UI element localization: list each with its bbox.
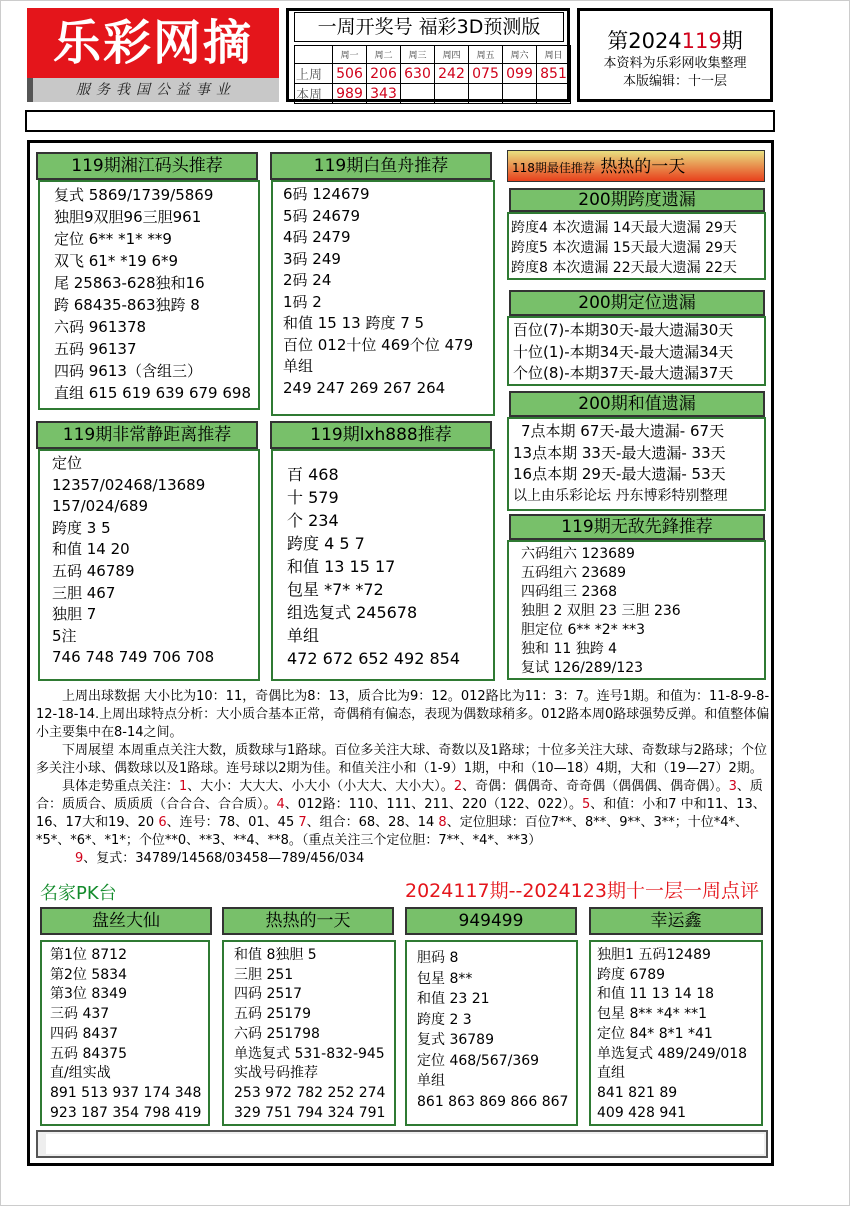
list-item: 841 821 89 — [597, 1084, 678, 1101]
list-item: 包星 *7* *72 — [287, 580, 384, 599]
list-item: 249 247 269 267 264 — [283, 378, 446, 397]
table-corner — [295, 46, 333, 64]
list-item: 复式 5869/1739/5869 — [54, 186, 214, 204]
list-item: 定位 6** *1* **9 — [54, 230, 172, 248]
list-item: 单选复式 489/249/018 — [597, 1045, 748, 1062]
list-item: 六码 961378 — [54, 318, 147, 336]
list-item: 2码 24 — [283, 271, 332, 289]
list-item: 百位 012十位 469个位 479 — [283, 335, 474, 354]
expert-panel-4 — [589, 940, 763, 1126]
weekday-header: 周四 — [435, 46, 469, 64]
list-item: 和值 13 15 17 — [287, 557, 396, 576]
weekday-header: 周三 — [401, 46, 435, 64]
row-label-last-week: 上周 — [295, 64, 333, 84]
list-item: 十 579 — [287, 488, 339, 507]
list-item: 跨度5 本次遗漏 15天最大遗漏 29天 — [511, 240, 737, 256]
issue-box — [577, 8, 773, 102]
analysis-outlook: 下周展望 本周重点关注大数，质数球与1路球。百位多关注大球、奇数以及1路球；十位多关注大球、奇数球与2路球；个位多关注小球、偶数球以及1路球。连号球以2期为佳。和值关注小和（1-9）1期，中和（10—18）4期，大和（19—27）2期。 — [36, 743, 767, 776]
list-item: 独胆 7 — [52, 605, 97, 624]
issue-number: 第2024119期 — [607, 29, 743, 53]
list-item: 746 748 749 706 708 — [52, 648, 215, 667]
logo: 乐彩网摘 — [27, 8, 279, 78]
weekly-review-title: 2024117期--2024123期十一层一周点评 — [405, 880, 759, 902]
list-item: 独和 11 独跨 4 — [521, 641, 618, 657]
panel-title-hezhi: 200期和值遗漏 — [509, 391, 765, 417]
best-recommendation-banner: 118期最佳推荐 热热的一天 — [507, 150, 765, 182]
list-item: 单组 — [283, 357, 314, 375]
list-item: 1码 2 — [283, 292, 322, 311]
list-item: 定位 — [52, 454, 83, 472]
expert-title-1: 盘丝大仙 — [40, 907, 212, 935]
list-item: 百 468 — [287, 465, 339, 484]
weekly-draw-table — [294, 45, 571, 104]
list-item: 跨度4 本次遗漏 14天最大遗漏 29天 — [511, 220, 737, 236]
list-item: 五码 46789 — [52, 561, 135, 580]
list-item: 独胆9双胆96三胆961 — [54, 208, 202, 226]
list-item: 五码 25179 — [234, 1006, 311, 1023]
list-item: 组选复式 245678 — [287, 603, 418, 622]
list-item: 跨度8 本次遗漏 22天最大遗漏 22天 — [511, 260, 737, 276]
expert-panel-2 — [222, 940, 396, 1126]
weekday-header: 周日 — [537, 46, 571, 64]
list-item: 跨度 6789 — [597, 966, 666, 983]
list-item: 三胆 251 — [234, 966, 294, 983]
list-item: 和值 14 20 — [52, 540, 130, 559]
panel-xiangjiang — [38, 180, 260, 410]
draw-number — [469, 84, 503, 104]
blank-banner — [25, 110, 775, 132]
panel-lxh — [271, 449, 495, 681]
list-item: 复试 126/289/123 — [521, 660, 644, 676]
list-item: 第3位 8349 — [50, 986, 127, 1003]
list-item: 和值 15 13 跨度 7 5 — [283, 314, 425, 332]
list-item: 四码组三 2368 — [521, 584, 618, 600]
panel-title-feichang: 119期非常静距离推荐 — [36, 421, 258, 449]
list-item: 四码 2517 — [234, 986, 303, 1003]
list-item: 个 234 — [287, 511, 339, 530]
draw-number — [537, 84, 571, 104]
list-item: 三码 437 — [50, 1006, 110, 1023]
source-note: 本资料为乐彩网收集整理 — [603, 56, 747, 71]
list-item: 定位 468/567/369 — [417, 1052, 540, 1069]
list-item: 单组 — [287, 626, 320, 645]
analysis-last-week: 上周出球数据 大小比为10：11，奇偶比为8：13，质合比为9：12。012路比为11：3：7。连号1期。和值为：11-8-9-8-12-18-14.上周出球特点分析：大小质合基本正常，奇偶稍有偏态，表现为偶数球稍多。012路本周0路球强势反弹。和值整体偏小主要集中在8-14之间。 — [36, 689, 770, 740]
panel-title-dingwei: 200期定位遗漏 — [509, 290, 765, 316]
list-item: 891 513 937 174 348 — [50, 1084, 202, 1101]
editor-note: 本版编辑：十一层 — [622, 74, 727, 89]
analysis-compound: 9、复式：34789/14568/03458—789/456/034 — [75, 851, 365, 866]
draw-number: 343 — [367, 84, 401, 104]
analysis-text — [36, 688, 772, 868]
list-item: 329 751 794 324 791 — [234, 1104, 386, 1121]
list-item: 第2位 5834 — [50, 966, 127, 983]
list-item: 三胆 467 — [52, 583, 116, 602]
list-item: 7点本期 67天-最大遗漏- 67天 — [521, 422, 725, 440]
analysis-key-points: 具体走势重点关注：1、大小：大大大、小大小（小大大、大小大）。2、奇偶：偶偶奇、奇奇偶（偶偶偶、偶奇偶）。3、质合：质质合、质质质（合合合、合合质）。4、012路：110、111、211、220（122、022）。5、和值：小和7 中和11、13、16、17大和19、20 6、连号：78、01、45 7、组合：68、28、14 8、定位胆球：百位7**、8**、9**、3**；十位*4*、*5*、*6*、*1*；个位**0、**3、**4、**8。（重点关注三个定位胆：7**、*4*、**3） — [36, 779, 766, 848]
list-item: 跨度 4 5 7 — [287, 534, 365, 553]
list-item: 实战号码推荐 — [234, 1065, 318, 1082]
list-item: 5码 24679 — [283, 206, 361, 225]
list-item: 和值 11 13 14 18 — [597, 986, 715, 1003]
list-item: 923 187 354 798 419 — [50, 1104, 202, 1121]
list-item: 单组 — [417, 1073, 445, 1089]
expert-title-2: 热热的一天 — [222, 907, 394, 935]
list-item: 4码 2479 — [283, 228, 351, 246]
panel-kuadu — [507, 212, 766, 280]
list-item: 16点本期 29天-最大遗漏- 53天 — [513, 465, 726, 483]
draw-number: 630 — [401, 64, 435, 84]
weekday-header: 周二 — [367, 46, 401, 64]
list-item: 尾 25863-628独和16 — [54, 274, 205, 292]
list-item: 跨 68435-863独跨 8 — [54, 296, 200, 314]
weekday-header: 周六 — [503, 46, 537, 64]
list-item: 个位(8)-本期37天-最大遗漏37天 — [513, 364, 734, 382]
list-item: 包星 8** — [417, 970, 473, 987]
draw-number — [503, 84, 537, 104]
panel-title-xiangjiang: 119期湘江码头推荐 — [36, 152, 258, 180]
list-item: 定位 84* 8*1 *41 — [597, 1025, 713, 1042]
list-item: 直组 — [597, 1065, 625, 1082]
list-item: 5注 — [52, 626, 77, 645]
list-item: 6码 124679 — [283, 185, 370, 203]
panel-dingwei — [507, 316, 766, 386]
expert-panel-1 — [40, 940, 210, 1126]
list-item: 独胆1 五码12489 — [597, 947, 711, 963]
list-item: 包星 8** *4* **1 — [597, 1006, 708, 1023]
list-item: 五码 84375 — [50, 1045, 127, 1062]
list-item: 五码组六 23689 — [521, 565, 626, 581]
expert-panel-3 — [405, 940, 578, 1126]
draw-number — [401, 84, 435, 104]
draw-number: 075 — [469, 64, 503, 84]
list-item: 直/组实战 — [50, 1065, 111, 1082]
panel-wudi — [507, 540, 766, 680]
list-item: 861 863 869 866 867 — [417, 1093, 569, 1110]
panel-title-kuadu: 200期跨度遗漏 — [509, 188, 765, 212]
list-item: 和值 23 21 — [417, 991, 490, 1007]
draw-number: 099 — [503, 64, 537, 84]
source-credit: 以上由乐彩论坛 丹东博彩特别整理 — [513, 487, 728, 504]
draw-number: 242 — [435, 64, 469, 84]
slogan: 服务我国公益事业 — [27, 78, 279, 102]
list-item: 四码 8437 — [50, 1025, 119, 1042]
list-item: 复式 36789 — [417, 1032, 494, 1048]
draw-number: 506 — [333, 64, 367, 84]
list-item: 157/024/689 — [52, 497, 148, 516]
list-item: 472 672 652 492 854 — [287, 649, 461, 668]
list-item: 六码组六 123689 — [521, 546, 635, 562]
draw-number: 206 — [367, 64, 401, 84]
list-item: 和值 8独胆 5 — [234, 947, 317, 963]
list-item: 六码 251798 — [234, 1025, 320, 1042]
list-item: 13点本期 33天-最大遗漏- 33天 — [513, 443, 726, 462]
panel-hezhi — [507, 417, 766, 511]
list-item: 直组 615 619 639 679 698 — [54, 384, 251, 402]
list-item: 跨度 2 3 — [417, 1011, 472, 1028]
list-item: 百位(7)-本期30天-最大遗漏30天 — [513, 321, 734, 339]
list-item: 胆定位 6** *2* **3 — [521, 622, 646, 638]
list-item: 253 972 782 252 274 — [234, 1084, 386, 1101]
list-item: 五码 96137 — [54, 340, 137, 358]
page-title: 一周开奖号 福彩3D预测版 — [294, 12, 564, 42]
list-item: 409 428 941 — [597, 1104, 687, 1121]
list-item: 四码 9613（含组三） — [54, 362, 202, 380]
list-item: 3码 249 — [283, 249, 341, 268]
panel-baiyu — [271, 180, 495, 416]
panel-title-wudi: 119期无敌先鋒推荐 — [509, 514, 765, 540]
list-item: 双飞 61* *19 6*9 — [54, 252, 179, 270]
list-item: 跨度 3 5 — [52, 518, 111, 537]
draw-number — [435, 84, 469, 104]
list-item: 独胆 2 双胆 23 三胆 236 — [521, 603, 681, 619]
list-item: 单选复式 531-832-945 — [234, 1045, 385, 1062]
list-item: 胆码 8 — [417, 950, 459, 966]
list-item: 12357/02468/13689 — [52, 475, 206, 494]
list-item: 十位(1)-本期34天-最大遗漏34天 — [513, 342, 734, 361]
pk-section-title: 名家PK台 — [40, 883, 117, 904]
weekday-header: 周一 — [333, 46, 367, 64]
panel-title-baiyu: 119期白鱼舟推荐 — [270, 152, 492, 180]
expert-title-4: 幸运鑫 — [589, 907, 763, 935]
weekday-header: 周五 — [469, 46, 503, 64]
draw-number: 851 — [537, 64, 571, 84]
list-item: 第1位 8712 — [50, 947, 127, 963]
row-label-this-week: 本周 — [295, 84, 333, 104]
panel-feichang — [38, 449, 260, 681]
panel-title-lxh: 119期lxh888推荐 — [270, 421, 492, 449]
footer-blank — [46, 1134, 764, 1154]
expert-title-3: 949499 — [405, 907, 577, 935]
draw-number: 989 — [333, 84, 367, 104]
